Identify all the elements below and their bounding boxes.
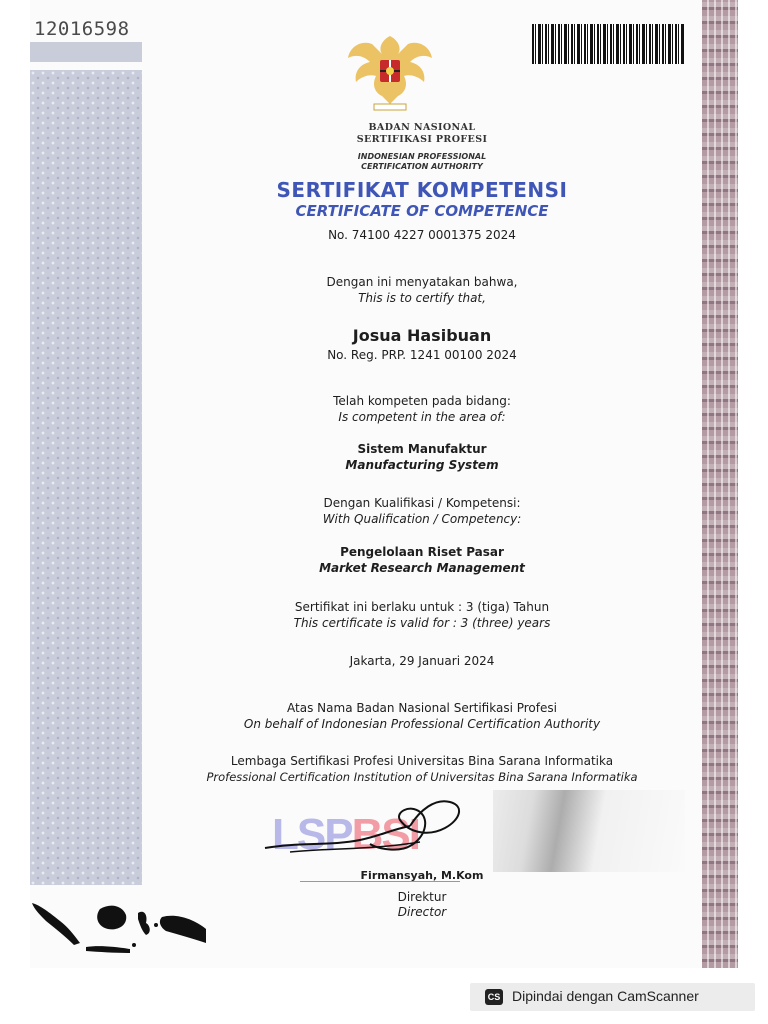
authority-line-1: BADAN NASIONAL	[368, 122, 476, 133]
left-strip-header	[30, 42, 142, 62]
institution-id: Lembaga Sertifikasi Profesi Universitas Bina Sarana Informatika	[230, 754, 614, 768]
field-id: Sistem Manufaktur	[357, 442, 487, 456]
director-signature	[260, 790, 480, 870]
registration-number: No. Reg. PRP. 1241 00100 2024	[327, 348, 517, 362]
validity-id: Sertifikat ini berlaku untuk : 3 (tiga) Tahun	[294, 600, 550, 614]
certificate-number: No. 74100 4227 0001375 2024	[328, 228, 516, 242]
qualification-en: Market Research Management	[319, 561, 525, 575]
lsp-bsi-logo: LSPBSI	[272, 810, 419, 859]
qualification-label-en: With Qualification / Competency:	[322, 512, 522, 526]
authority-line-2: SERTIFIKASI PROFESI	[356, 134, 488, 145]
director-title-en: Director	[397, 905, 447, 919]
serial-number: 12016598	[34, 18, 130, 40]
field-label-id: Telah kompeten pada bidang:	[333, 394, 511, 408]
on-behalf-en: On behalf of Indonesian Professional Certification Authority	[243, 717, 601, 731]
field-en: Manufacturing System	[345, 458, 499, 472]
authority-name-id	[142, 122, 702, 146]
place-date: Jakarta, 29 Januari 2024	[349, 654, 495, 668]
institution-en: Professional Certification Institution of Universitas Bina Sarana Informatika	[206, 770, 638, 784]
authority-en-line-2: CERTIFICATION AUTHORITY	[361, 162, 483, 171]
garuda-emblem-icon	[342, 30, 438, 114]
indonesia-map-icon	[30, 895, 210, 955]
on-behalf-id: Atas Nama Badan Nasional Sertifikasi Profesi	[287, 701, 557, 715]
photo-stamp-area	[493, 790, 685, 872]
certificate-subtitle: CERTIFICATE OF COMPETENCE	[295, 202, 549, 220]
camscanner-icon: CS	[485, 989, 503, 1005]
director-title-id: Direktur	[397, 890, 447, 904]
camscanner-label: Dipindai dengan CamScanner	[512, 988, 699, 1004]
authority-name-en	[142, 152, 702, 172]
qualification-id: Pengelolaan Riset Pasar	[340, 545, 504, 559]
qualification-label-id: Dengan Kualifikasi / Kompetensi:	[323, 496, 521, 510]
right-security-border	[702, 0, 738, 968]
intro-en: This is to certify that,	[358, 291, 486, 305]
certificate-title: SERTIFIKAT KOMPETENSI	[276, 178, 568, 202]
holder-name: Josua Hasibuan	[352, 326, 492, 345]
authority-en-line-1: INDONESIAN PROFESSIONAL	[357, 152, 487, 161]
barcode	[532, 24, 684, 64]
intro-id: Dengan ini menyatakan bahwa,	[326, 275, 518, 289]
validity-en: This certificate is valid for : 3 (three) years	[293, 616, 551, 630]
field-label-en: Is competent in the area of:	[338, 410, 506, 424]
director-name: Firmansyah, M.Kom	[360, 869, 484, 882]
left-security-strip	[30, 70, 142, 885]
